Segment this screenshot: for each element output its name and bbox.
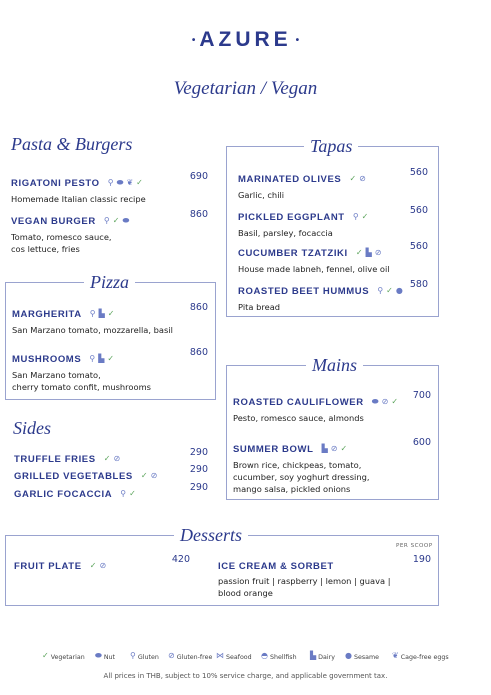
item-price: 290 <box>189 447 208 458</box>
cage-free-egg-icon: ❦ <box>126 178 134 187</box>
item-name: ICE CREAM & SORBET <box>218 561 334 572</box>
legend-label: Vegetarian <box>50 654 85 661</box>
item-description: Pita bread <box>238 302 281 312</box>
sesame-icon: ● <box>345 651 352 660</box>
item-price: 560 <box>409 241 428 252</box>
vegetarian-icon: ✓ <box>140 471 148 480</box>
nut-icon: ⬬ <box>371 397 379 406</box>
vegetarian-icon: ✓ <box>42 651 49 660</box>
menu-item <box>14 464 157 483</box>
vegetarian-icon: ✓ <box>107 354 115 363</box>
item-description: Homemade Italian classic recipe <box>11 194 146 204</box>
item-description-line2: blood orange <box>218 588 273 598</box>
dairy-icon: ▙ <box>321 444 328 453</box>
gluten-free-icon: ⊘ <box>374 248 382 257</box>
sesame-icon: ● <box>395 286 403 295</box>
item-price: 690 <box>189 171 208 182</box>
legend-label: Nut <box>103 654 116 661</box>
gluten-icon: ⚲ <box>352 212 359 221</box>
legend-label: Seafood <box>226 654 252 661</box>
item-price: 860 <box>189 302 208 313</box>
item-description: passion fruit | raspberry | lemon | guava | <box>218 576 391 586</box>
item-name: ROASTED BEET HUMMUS <box>238 286 370 297</box>
gluten-free-icon: ⊘ <box>381 397 389 406</box>
legend-label: Shellfish <box>269 654 297 661</box>
item-price: 560 <box>409 167 428 178</box>
menu-item <box>14 482 136 501</box>
vegetarian-icon: ✓ <box>386 286 393 295</box>
dairy-icon: ▙ <box>98 354 105 363</box>
legend-shellfish <box>261 651 297 661</box>
legend-label: Cage-free eggs <box>400 654 449 661</box>
section-title-desserts: Desserts <box>174 525 248 546</box>
section-title-pasta: Pasta & Burgers <box>11 134 133 154</box>
item-price: 600 <box>412 437 431 448</box>
item-description: Brown rice, chickpeas, tomato, <box>233 460 362 470</box>
gluten-free-icon: ⊘ <box>113 454 121 463</box>
dairy-icon: ▙ <box>310 651 317 660</box>
item-description-line2: cucumber, soy yoghurt dressing, <box>233 472 370 482</box>
nut-icon: ⬬ <box>116 178 124 187</box>
vegetarian-icon: ✓ <box>361 212 369 221</box>
gluten-icon: ⚲ <box>377 286 384 295</box>
legend-gluten <box>130 651 159 661</box>
gluten-free-icon: ⊘ <box>168 651 175 660</box>
brand-logo <box>0 28 491 52</box>
gluten-free-icon: ⊘ <box>99 561 107 570</box>
item-price: 420 <box>171 554 190 565</box>
vegetarian-icon: ✓ <box>103 454 111 463</box>
price-footnote: All prices in THB, subject to 10% service charge, and applicable government tax. <box>103 672 388 680</box>
gluten-free-icon: ⊘ <box>330 444 338 453</box>
item-name: MARGHERITA <box>12 309 82 320</box>
price-note: PER SCOOP <box>396 543 433 549</box>
gluten-icon: ⚲ <box>89 309 96 318</box>
item-description-line2: cherry tomato confit, mushrooms <box>12 382 151 392</box>
item-price: 580 <box>409 279 428 290</box>
brand-dot-left: • <box>191 34 196 46</box>
item-name: MARINATED OLIVES <box>238 174 342 185</box>
gluten-free-icon: ⊘ <box>150 471 158 480</box>
menu-subtitle: Vegetarian / Vegan <box>173 78 318 99</box>
item-name: TRUFFLE FRIES <box>14 454 96 465</box>
vegetarian-icon: ✓ <box>136 178 143 187</box>
item-name: SUMMER BOWL <box>233 444 314 455</box>
legend-vegetarian <box>42 651 85 661</box>
item-price: 290 <box>189 482 208 493</box>
dairy-icon: ▙ <box>365 248 372 257</box>
item-name: ROASTED CAULIFLOWER <box>233 397 364 408</box>
vegetarian-icon: ✓ <box>340 444 348 453</box>
gluten-icon: ⚲ <box>103 216 110 225</box>
item-description: San Marzano tomato, <box>12 370 101 380</box>
item-description: Garlic, chili <box>238 190 285 200</box>
gluten-icon: ⚲ <box>120 489 127 498</box>
legend-gluten-free <box>168 651 212 661</box>
legend-label: Gluten-free <box>176 654 213 661</box>
cage-free-egg-icon: ❦ <box>392 651 399 660</box>
item-name: FRUIT PLATE <box>14 561 82 572</box>
brand-dot-right: • <box>295 34 300 46</box>
gluten-icon: ⚲ <box>130 651 136 660</box>
vegetarian-icon: ✓ <box>355 248 363 257</box>
item-price: 290 <box>189 464 208 475</box>
item-name: GARLIC FOCACCIA <box>14 489 113 500</box>
item-description-line3: mango salsa, pickled onions <box>233 484 351 494</box>
item-description: Pesto, romesco sauce, almonds <box>233 413 364 423</box>
dairy-icon: ▙ <box>98 309 105 318</box>
item-price: 700 <box>412 390 431 401</box>
menu-item <box>14 554 106 573</box>
nut-icon: ⬬ <box>122 216 130 225</box>
item-price: 860 <box>189 347 208 358</box>
item-name: MUSHROOMS <box>12 354 82 365</box>
item-name: GRILLED VEGETABLES <box>14 471 133 482</box>
item-description-line2: cos lettuce, fries <box>11 244 80 254</box>
gluten-free-icon: ⊘ <box>359 174 366 183</box>
legend-nut <box>95 651 115 661</box>
item-name: VEGAN BURGER <box>11 216 96 227</box>
item-description: San Marzano tomato, mozzarella, basil <box>12 325 173 335</box>
vegetarian-icon: ✓ <box>89 561 97 570</box>
vegetarian-icon: ✓ <box>107 309 115 318</box>
legend-seafood <box>216 651 252 661</box>
item-price: 860 <box>189 209 208 220</box>
section-title-pizza: Pizza <box>84 272 135 293</box>
item-price: 190 <box>412 554 431 565</box>
vegetarian-icon: ✓ <box>112 216 120 225</box>
legend-sesame <box>345 651 379 661</box>
item-description: Basil, parsley, focaccia <box>238 228 333 238</box>
legend-cage-free-eggs <box>392 651 449 661</box>
item-name: PICKLED EGGPLANT <box>238 212 345 223</box>
legend-label: Gluten <box>137 654 159 661</box>
brand-name: AZURE <box>199 28 292 51</box>
shellfish-icon: ◓ <box>261 651 268 660</box>
section-title-sides: Sides <box>13 418 51 438</box>
item-price: 560 <box>409 205 428 216</box>
vegetarian-icon: ✓ <box>391 397 399 406</box>
item-description: House made labneh, fennel, olive oil <box>238 264 390 274</box>
item-description: Tomato, romesco sauce, <box>11 232 112 242</box>
item-name: CUCUMBER TZATZIKI <box>238 248 348 259</box>
legend-label: Dairy <box>318 654 335 661</box>
section-title-mains: Mains <box>306 355 363 376</box>
vegetarian-icon: ✓ <box>129 489 136 498</box>
gluten-icon: ⚲ <box>89 354 96 363</box>
legend-label: Sesame <box>353 654 380 661</box>
item-name: RIGATONI PESTO <box>11 178 100 189</box>
vegetarian-icon: ✓ <box>349 174 357 183</box>
gluten-icon: ⚲ <box>107 178 114 187</box>
seafood-icon: ⋈ <box>216 651 224 660</box>
nut-icon: ⬬ <box>95 651 102 660</box>
section-title-tapas: Tapas <box>304 136 358 157</box>
legend-dairy <box>310 651 335 661</box>
menu-item <box>218 554 418 599</box>
